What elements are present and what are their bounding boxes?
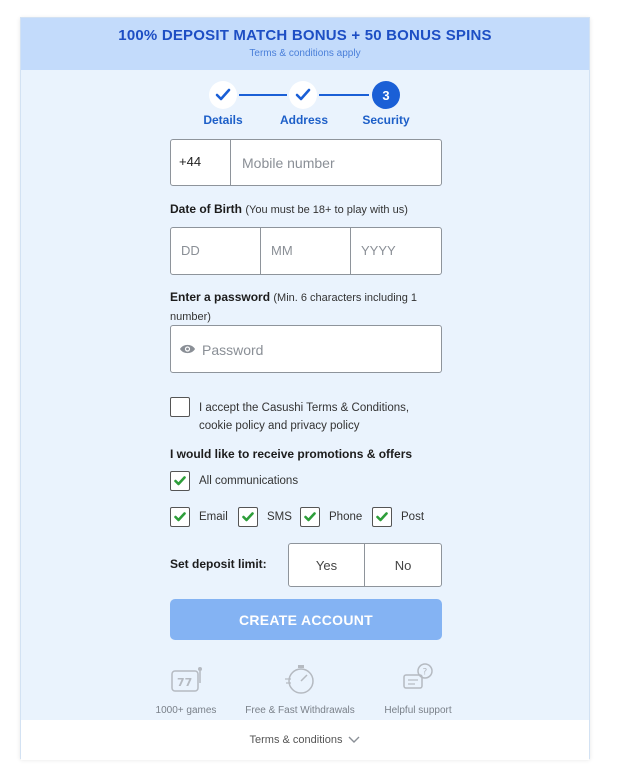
- chat-support-icon: [400, 661, 436, 697]
- progress-steps: [21, 81, 589, 131]
- step-label-security: Security: [362, 113, 410, 127]
- dob-day-input[interactable]: [171, 228, 261, 274]
- dob-month-input[interactable]: [261, 228, 351, 274]
- step-label-details: Details: [203, 113, 243, 127]
- step-label-address: Address: [279, 113, 329, 127]
- dob-day-placeholder: DD: [181, 243, 200, 258]
- phone-checkbox[interactable]: [300, 507, 320, 527]
- email-label: Email: [199, 511, 228, 523]
- country-code-select[interactable]: [171, 140, 231, 185]
- sms-label: SMS: [267, 511, 292, 523]
- dob-year-placeholder: YYYY: [361, 243, 396, 258]
- email-checkbox[interactable]: [170, 507, 190, 527]
- terms-text: I accept the Casushi Terms & Conditions, cookie policy and privacy policy: [199, 402, 410, 432]
- deposit-limit-label: Set deposit limit:: [170, 557, 267, 571]
- check-icon: [376, 512, 388, 522]
- sms-checkbox[interactable]: [238, 507, 258, 527]
- phone-label: Phone: [329, 511, 363, 523]
- feature-withdrawals-label: Free & Fast Withdrawals: [245, 705, 355, 716]
- step-connector: [319, 94, 369, 96]
- step-details-check-icon: [209, 81, 237, 109]
- all-communications-label: All communications: [199, 475, 299, 487]
- banner-title: 100% DEPOSIT MATCH BONUS + 50 BONUS SPINS: [118, 27, 492, 44]
- dob-month-placeholder: MM: [271, 243, 293, 258]
- terms-checkbox[interactable]: [170, 397, 190, 417]
- footer-terms-link[interactable]: Terms & conditions: [249, 734, 343, 746]
- check-icon: [174, 476, 186, 486]
- banner-terms-link[interactable]: Terms & conditions apply: [249, 48, 361, 59]
- password-note: (Min. 6 characters including 1 number): [170, 292, 418, 323]
- bonus-banner: [21, 18, 589, 70]
- password-field[interactable]: [170, 325, 442, 373]
- check-icon: [242, 512, 254, 522]
- all-communications-checkbox[interactable]: [170, 471, 190, 491]
- dob-label: Date of Birth (You must be 18+ to play with us): [170, 202, 408, 216]
- deposit-limit-no-button[interactable]: No: [394, 557, 412, 573]
- deposit-limit-toggle: [288, 543, 442, 587]
- svg-text:77: 77: [177, 676, 193, 689]
- check-icon: [174, 512, 186, 522]
- dob-note: (You must be 18+ to play with us): [245, 204, 408, 216]
- stopwatch-icon: [282, 661, 318, 697]
- dob-fields: [170, 227, 442, 275]
- post-label: Post: [401, 511, 425, 523]
- deposit-limit-yes-button[interactable]: Yes: [289, 544, 365, 586]
- mobile-number-input[interactable]: Mobile number: [242, 155, 335, 171]
- check-icon: [304, 512, 316, 522]
- promotions-heading: I would like to receive promotions & offers: [170, 447, 413, 461]
- step-address-check-icon: [289, 81, 317, 109]
- post-checkbox[interactable]: [372, 507, 392, 527]
- chevron-down-icon[interactable]: [348, 736, 360, 744]
- eye-icon[interactable]: [179, 342, 196, 360]
- password-label: Enter a password (Min. 6 characters including 1 number): [170, 290, 418, 323]
- country-code-value: +44: [179, 154, 202, 169]
- feature-support: [363, 661, 473, 716]
- registration-card: [20, 17, 590, 759]
- feature-withdrawals: [245, 661, 355, 716]
- feature-games: [131, 661, 241, 716]
- password-input[interactable]: Password: [202, 342, 264, 358]
- feature-support-label: Helpful support: [384, 705, 452, 716]
- terms-footer[interactable]: [21, 720, 589, 760]
- step-connector: [239, 94, 287, 96]
- svg-text:?: ?: [422, 667, 428, 678]
- create-account-button[interactable]: CREATE ACCOUNT: [170, 599, 442, 640]
- dob-year-input[interactable]: [351, 228, 441, 274]
- phone-field: [170, 139, 442, 186]
- feature-games-label: 1000+ games: [155, 705, 217, 716]
- slot-machine-icon: [168, 661, 204, 697]
- step-security-number: 3: [372, 81, 400, 109]
